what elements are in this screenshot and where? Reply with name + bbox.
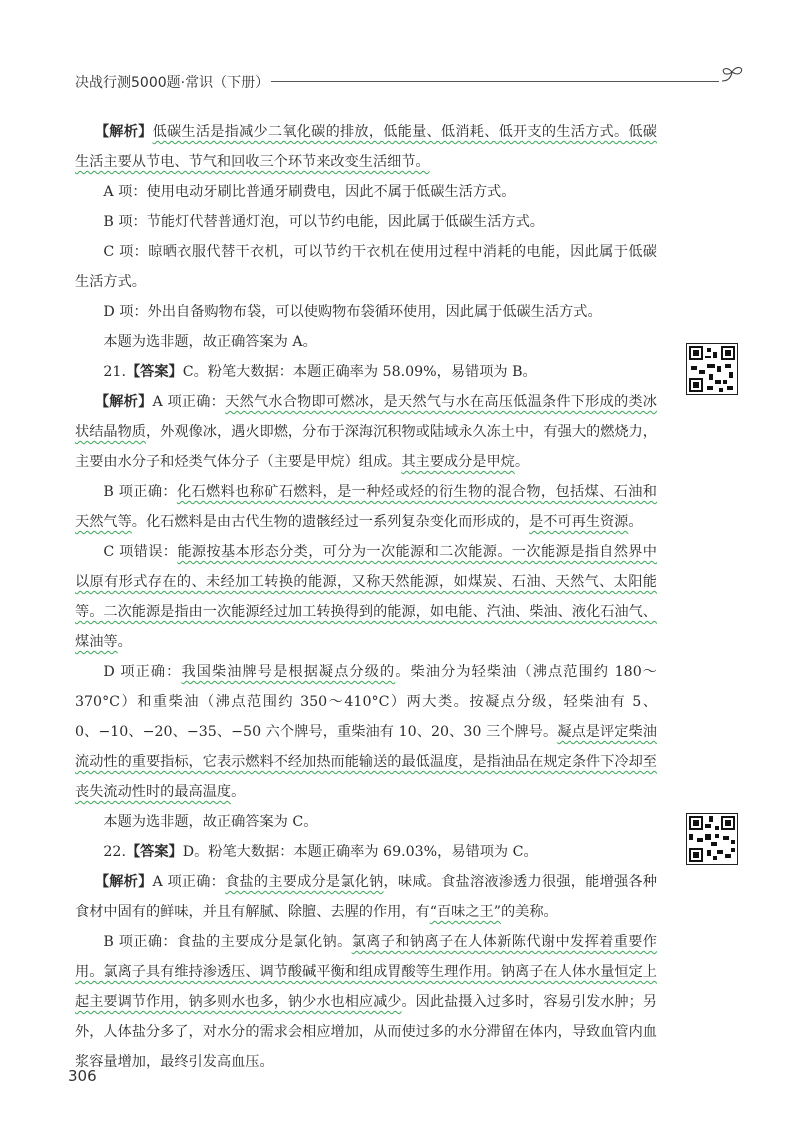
header-rule xyxy=(271,81,719,82)
q21-answer: 21.【答案】C。粉笔大数据：本题正确率为 58.09%，易错项为 B。 xyxy=(103,364,537,380)
option-c: C 项：晾晒衣服代替干衣机，可以节约干衣机在使用过程中消耗的电能，因此属于低碳生活方式。 xyxy=(75,244,657,290)
option-a: A 项：使用电动牙刷比普通牙刷费电，因此不属于低碳生活方式。 xyxy=(103,184,516,200)
q22-analysis-a: 【解析】A 项正确：食盐的主要成分是氯化钠，味咸。食盐溶液渗透力很强，能增强各种食材中固有的鲜味，并且有解腻、除膻、去腥的作用，有“百味之王”的美称。 xyxy=(75,874,657,920)
running-header xyxy=(75,70,755,96)
q21-analysis-a: 【解析】A 项正确：天然气水合物即可燃冰，是天然气与水在高压低温条件下形成的类冰状结晶物质，外观像冰，遇火即燃，分布于深海沉积物或陆域永久冻土中，有强大的燃烧力，主要由水分子和烃类气体分子（主要是甲烷）组成。其主要成分是甲烷。 xyxy=(75,394,657,470)
option-d: D 项：外出自备购物布袋，可以使购物布袋循环使用，因此属于低碳生活方式。 xyxy=(103,304,602,320)
analysis-paragraph: 【解析】低碳生活是指减少二氧化碳的排放，低能量、低消耗、低开支的生活方式。低碳生活主要从节电、节气和回收三个环节来改变生活细节。 xyxy=(75,124,657,170)
sprout-icon xyxy=(718,62,746,84)
q22-analysis-b: B 项正确：食盐的主要成分是氯化钠。氯离子和钠离子在人体新陈代谢中发挥着重要作用。氯离子具有维持渗透压、调节酸碱平衡和组成胃酸等生理作用。钠离子在人体水量恒定上起主要调节作用，钠多则水也多，钠少水也相应减少。因此盐摄入过多时，容易引发水肿；另外，人体盐分多了，对水分的需求会相应增加，从而使过多的水分滞留在体内，导致血管内血浆容量增加，最终引发高血压。 xyxy=(75,934,657,1070)
q21-analysis-c: C 项错误：能源按基本形态分类，可分为一次能源和二次能源。一次能源是指自然界中以原有形式存在的、未经加工转换的能源，又称天然能源，如煤炭、石油、天然气、太阳能等。二次能源是指由一次能源经过加工转换得到的能源，如电能、汽油、柴油、液化石油气、煤油等。 xyxy=(75,544,657,650)
option-b: B 项：节能灯代替普通灯泡，可以节约电能，因此属于低碳生活方式。 xyxy=(103,214,544,230)
qr-code-icon[interactable] xyxy=(686,813,738,865)
conclusion: 本题为选非题，故正确答案为 A。 xyxy=(103,334,317,350)
q22-answer: 22.【答案】D。粉笔大数据：本题正确率为 69.03%，易错项为 C。 xyxy=(103,844,538,860)
q21-conclusion: 本题为选非题，故正确答案为 C。 xyxy=(103,814,318,830)
page-body xyxy=(75,117,657,1077)
qr-code-icon[interactable] xyxy=(686,343,738,395)
page-number: 306 xyxy=(68,1067,97,1085)
book-title: 决战行测5000题·常识（下册） xyxy=(75,75,270,91)
q21-analysis-b: B 项正确：化石燃料也称矿石燃料，是一种烃或烃的衍生物的混合物，包括煤、石油和天然气等。化石燃料是由古代生物的遗骸经过一系列复杂变化而形成的，是不可再生资源。 xyxy=(75,484,657,530)
q21-analysis-d: D 项正确：我国柴油牌号是根据凝点分级的。柴油分为轻柴油（沸点范围约 180～370°C）和重柴油（沸点范围约 350～410°C）两大类。按凝点分级，轻柴油有 5、0、−10、−20、−35、−50 六个牌号，重柴油有 10、20、30 三个牌号。凝点是评定柴油流动性的重要指标，它表示燃料不经加热而能输送的最低温度，是指油品在规定条件下冷却至丧失流动性时的最高温度。 xyxy=(75,664,657,800)
